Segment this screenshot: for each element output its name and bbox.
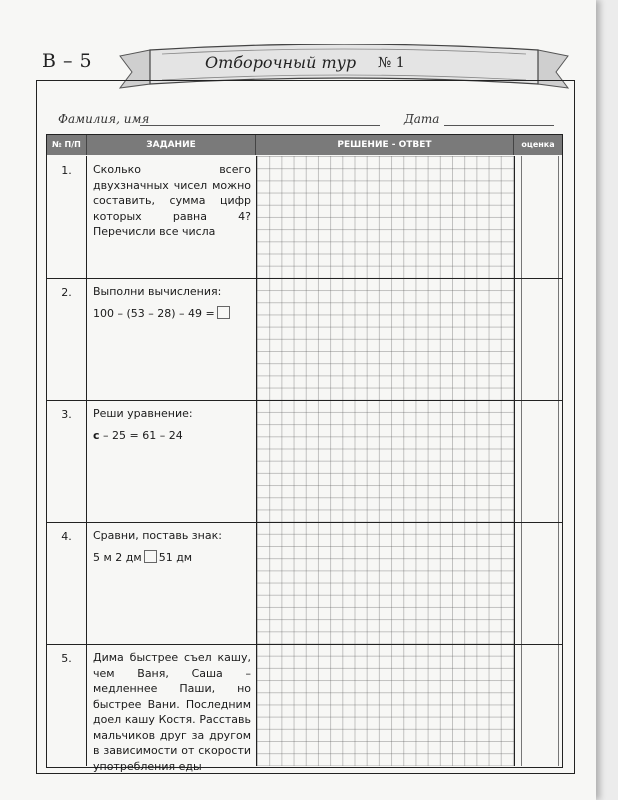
table-row [47,278,562,401]
name-label: Фамилия, имя [58,112,150,126]
task-number: 2. [61,286,72,299]
task-number: 4. [61,530,72,543]
task-number: 3. [61,408,72,421]
task-expression-right: 51 дм [158,550,193,564]
equation-variable: с [93,428,100,442]
sign-box[interactable] [144,550,157,563]
task-text: Выполни вычисления: 100 – (53 – 28) – 49 = [93,284,251,321]
answer-box[interactable] [217,306,230,319]
name-field[interactable] [140,125,380,126]
column-task: ЗАДАНИЕ [87,135,256,155]
task-text: Дима быстрее съел кашу, чем Ваня, Саша – медленнее Паши, но быстрее Вани. Последним доел кашу Костя. Расставь мальчиков друг за другом в зависимости от скорости употребления еды [93,651,251,773]
date-label: Дата [404,112,440,126]
table-row [47,156,562,279]
task-number: 1. [61,164,72,177]
column-no: № П/П [47,135,87,155]
task-text: Сколько всего двухзначных чисел можно составить, сумма цифр которых равна 4? Перечисли все числа [93,163,251,238]
task-expression-left: 5 м 2 дм [93,550,142,564]
column-score: оценка [521,140,555,149]
banner-title: Отборочный тур [205,53,357,72]
task-table [46,134,563,773]
task-text: Реши уравнение: с – 25 = 61 – 24 [93,407,193,442]
table-row [47,400,562,523]
table-row [47,644,562,773]
task-number: 5. [61,652,72,665]
table-header [47,135,562,155]
task-expression: – 25 = 61 – 24 [99,428,183,442]
table-row [47,522,562,645]
variant-label: В – 5 [42,50,93,72]
date-field[interactable] [444,125,554,126]
name-date-row [58,112,558,132]
task-expression: 100 – (53 – 28) – 49 = [93,306,215,320]
banner-number: № 1 [378,55,405,71]
task-text: Сравни, поставь знак: 5 м 2 дм 51 дм [93,529,222,564]
column-solution: РЕШЕНИЕ - ОТВЕТ [256,135,514,155]
